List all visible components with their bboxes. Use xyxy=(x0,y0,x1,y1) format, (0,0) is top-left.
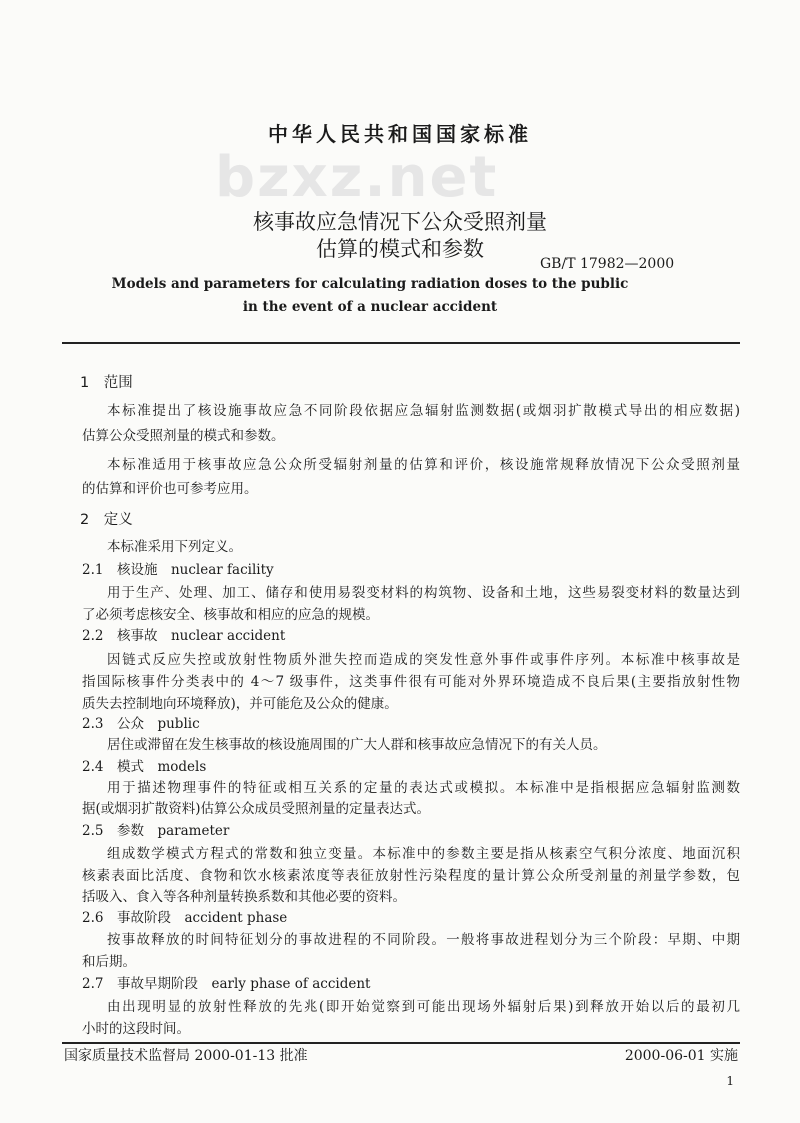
paragraph-line: 的估算和评价也可参考应用。 xyxy=(82,481,258,497)
standard-number: GB/T 17982—2000 xyxy=(540,256,675,272)
paragraph-line: 据(或烟羽扩散资料)估算公众成员受照剂量的定量表达式。 xyxy=(82,801,431,817)
implementation-date: 2000-06-01 实施 xyxy=(624,1048,738,1064)
definition-term: 2.7 事故早期阶段 early phase of accident xyxy=(82,976,371,992)
definition-term: 2.2 核事故 nuclear accident xyxy=(82,628,286,644)
paragraph-line: 因链式反应失控或放射性物质外泄失控而造成的突发性意外事件或事件序列。本标准中核事故是 xyxy=(107,652,740,668)
paragraph-line: 小时的这段时间。 xyxy=(82,1021,190,1037)
paragraph-line: 居住或滞留在发生核事故的核设施周围的广大人群和核事故应急情况下的有关人员。 xyxy=(107,737,607,753)
watermark: bzxz.net xyxy=(215,145,499,210)
paragraph-line: 用于描述物理事件的特征或相互关系的定量的表达式或模拟。本标准中是指根据应急辐射监测数 xyxy=(107,780,740,796)
approval-date: 国家质量技术监督局 2000-01-13 批准 xyxy=(64,1048,308,1064)
paragraph-line: 指国际核事件分类表中的 4～7 级事件，这类事件很有可能对外界环境造成不良后果(主要指放射性物 xyxy=(82,674,740,690)
definition-term: 2.4 模式 models xyxy=(82,759,207,775)
paragraph-line: 用于生产、处理、加工、储存和使用易裂变材料的构筑物、设备和土地，这些易裂变材料的数量达到 xyxy=(107,585,740,601)
title-en-line1: Models and parameters for calculating radiation doses to the public xyxy=(111,276,629,292)
page-number: 1 xyxy=(726,1074,734,1088)
title-en-line2: in the event of a nuclear accident xyxy=(242,299,498,315)
paragraph-line: 本标准适用于核事故应急公众所受辐射剂量的估算和评价，核设施常规释放情况下公众受照剂量 xyxy=(107,457,740,473)
header-divider xyxy=(62,342,740,344)
paragraph-line: 由出现明显的放射性释放的先兆(即开始觉察到可能出现场外辐射后果)到释放开始以后的最初几 xyxy=(107,999,740,1015)
paragraph-line: 按事故释放的时间特征划分的事故进程的不同阶段。一般将事故进程划分为三个阶段：早期、中期 xyxy=(107,932,740,948)
title-zh-line2: 估算的模式和参数 xyxy=(316,237,484,261)
section-1-heading: 1 范围 xyxy=(80,375,133,391)
definition-term: 2.3 公众 public xyxy=(82,716,200,732)
title-zh-line1: 核事故应急情况下公众受照剂量 xyxy=(253,210,547,234)
paragraph-line: 估算公众受照剂量的模式和参数。 xyxy=(82,428,285,444)
footer-divider xyxy=(62,1042,740,1044)
section-2-heading: 2 定义 xyxy=(80,512,133,528)
paragraph-line: 本标准采用下列定义。 xyxy=(107,539,242,555)
paragraph-line: 核素表面比活度、食物和饮水核素浓度等表征放射性污染程度的量计算公众所受剂量的剂量学参数，包 xyxy=(82,868,740,884)
paragraph-line: 质失去控制地向环境释放)，并可能危及公众的健康。 xyxy=(82,696,398,712)
paragraph-line: 本标准提出了核设施事故应急不同阶段依据应急辐射监测数据(或烟羽扩散模式导出的相应数据) xyxy=(107,403,740,419)
national-standard-label: 中华人民共和国国家标准 xyxy=(268,122,532,146)
paragraph-line: 括吸入、食入等各种剂量转换系数和其他必要的资料。 xyxy=(82,889,406,905)
definition-term: 2.5 参数 parameter xyxy=(82,823,230,839)
definition-term: 2.1 核设施 nuclear facility xyxy=(82,562,274,578)
definition-term: 2.6 事故阶段 accident phase xyxy=(82,910,288,926)
paragraph-line: 和后期。 xyxy=(82,954,136,970)
paragraph-line: 组成数学模式方程式的常数和独立变量。本标准中的参数主要是指从核素空气积分浓度、地面沉积 xyxy=(107,846,740,862)
paragraph-line: 了必须考虑核安全、核事故和相应的应急的规模。 xyxy=(82,607,379,623)
